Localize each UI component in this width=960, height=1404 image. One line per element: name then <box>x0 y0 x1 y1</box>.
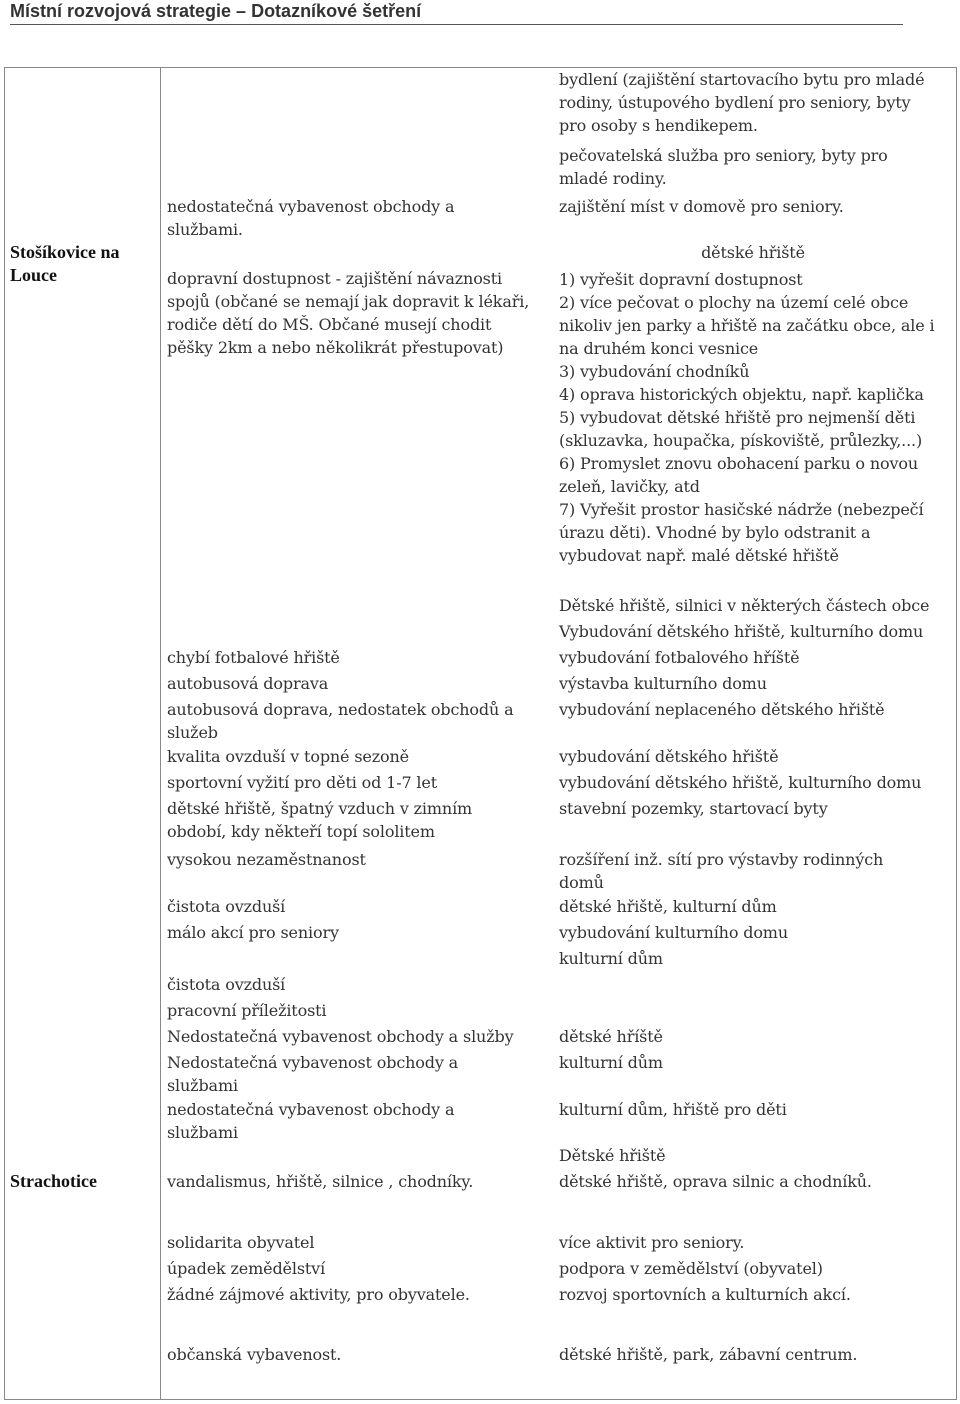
problem-text-line: vandalismus, hřiště, silnice , chodníky. <box>167 1172 474 1191</box>
place-name-line: Louce <box>10 265 57 285</box>
page-header-title: Místní rozvojová strategie – Dotazníkové šetření <box>10 0 903 25</box>
proposal-text-line: 2) více pečovat o plochy na území celé obce <box>559 293 909 312</box>
proposal-text-line: rozšíření inž. sítí pro výstavby rodinných <box>559 850 884 869</box>
problem-text-line: služeb <box>167 723 218 742</box>
problem-text-line: málo akcí pro seniory <box>167 923 339 942</box>
proposal-text-line: rozvoj sportovních a kulturních akcí. <box>559 1285 851 1304</box>
problem-text-line: Nedostatečná vybavenost obchody a <box>167 1053 459 1072</box>
proposal-text-line: podpora v zemědělství (obyvatel) <box>559 1259 823 1278</box>
proposal-text-line: stavební pozemky, startovací byty <box>559 799 828 818</box>
problem-text-line: autobusová doprava <box>167 674 329 693</box>
problem-text-line: dopravní dostupnost - zajištění návaznosti <box>167 269 502 288</box>
problem-text-line: období, kdy někteří topí sololitem <box>167 822 435 841</box>
proposal-text-line: (skluzavka, houpačka, pískoviště, průlezky,...) <box>559 431 923 450</box>
proposal-text-line: pečovatelská služba pro seniory, byty pro <box>559 146 888 165</box>
proposal-text-line: pro osoby s hendikepem. <box>559 116 758 135</box>
problem-text-line: rodiče dětí do MŠ. Občané musejí chodit <box>167 315 492 334</box>
proposal-text-line: 7) Vyřešit prostor hasičské nádrže (nebezpečí <box>559 500 924 519</box>
problem-text-line: pracovní příležitosti <box>167 1001 327 1020</box>
problem-text-line: solidarita obyvatel <box>167 1233 315 1252</box>
proposal-text-line: zajištění míst v domově pro seniory. <box>559 197 844 216</box>
proposal-text-line: domů <box>559 873 604 892</box>
problem-text-line: službami. <box>167 220 243 239</box>
proposal-text-line: vybudování kulturního domu <box>559 923 788 942</box>
proposal-text-line: rodiny, ústupového bydlení pro seniory, byty <box>559 93 911 112</box>
proposal-text-line: dětské hřiště <box>701 243 805 262</box>
proposal-text-line: 3) vybudování chodníků <box>559 362 750 381</box>
place-name-strachotice: Strachotice <box>10 1171 97 1191</box>
problem-text-line: Nedostatečná vybavenost obchody a služby <box>167 1027 514 1046</box>
proposal-text-line: kulturní dům, hřiště pro děti <box>559 1100 787 1119</box>
proposal-text-line: dětské hřiště, park, zábavní centrum. <box>559 1345 858 1364</box>
proposal-text-line: na druhém konci vesnice <box>559 339 759 358</box>
problem-text-line: nedostatečná vybavenost obchody a <box>167 1100 455 1119</box>
proposal-text-line: 6) Promyslet znovu obohacení parku o novou <box>559 454 919 473</box>
proposal-text-line: bydlení (zajištění startovacího bytu pro mladé <box>559 70 925 89</box>
problem-text-line: nedostatečná vybavenost obchody a <box>167 197 455 216</box>
proposal-text-line: mladé rodiny. <box>559 169 667 188</box>
proposal-text-line: nikoliv jen parky a hřiště na začátku obce, ale i <box>559 316 935 335</box>
proposal-text-line: kulturní dům <box>559 1053 663 1072</box>
proposal-text-line: zeleň, lavičky, atd <box>559 477 700 496</box>
proposal-text-line: dětské hříště <box>559 1027 663 1046</box>
problem-text-line: autobusová doprava, nedostatek obchodů a <box>167 700 514 719</box>
place-name-stosikovice <box>10 241 155 287</box>
proposal-text-line: vybudování dětského hřiště <box>559 747 779 766</box>
proposal-text-line: vybudování fotbalového hříště <box>559 648 800 667</box>
proposal-text-line: Vybudování dětského hřiště, kulturního domu <box>559 622 924 641</box>
proposal-text-line: vybudovat např. malé dětské hřiště <box>559 546 839 565</box>
proposal-text-line: 4) oprava historických objektu, např. kaplička <box>559 385 924 404</box>
place-name-line: Stošíkovice na <box>10 242 120 262</box>
problem-text-line: službami <box>167 1123 238 1142</box>
problem-text-line: chybí fotbalové hřiště <box>167 648 340 667</box>
proposal-text-line: kulturní dům <box>559 949 663 968</box>
proposal-text-line: 1) vyřešit dopravní dostupnost <box>559 270 803 289</box>
problem-text-line: čistota ovzduší <box>167 897 286 916</box>
problem-text-line: občanská vybavenost. <box>167 1345 342 1364</box>
problem-text-line: vysokou nezaměstnanost <box>167 850 366 869</box>
problem-text-line: úpadek zemědělství <box>167 1259 326 1278</box>
proposal-text-line: dětské hřiště, oprava silnic a chodníků. <box>559 1172 872 1191</box>
proposal-text-line: výstavba kulturního domu <box>559 674 767 693</box>
proposal-text-line: vybudování dětského hřiště, kulturního domu <box>559 773 922 792</box>
problem-text-line: službami <box>167 1076 238 1095</box>
proposal-text-line: dětské hřiště, kulturní dům <box>559 897 777 916</box>
problem-text-line: žádné zájmové aktivity, pro obyvatele. <box>167 1285 470 1304</box>
proposal-text-line: více aktivit pro seniory. <box>559 1233 745 1252</box>
proposal-text-line: Dětské hřiště <box>559 1146 666 1165</box>
proposal-text-line: 5) vybudovat dětské hřiště pro nejmenší děti <box>559 408 916 427</box>
problem-text-line: spojů (občané se nemají jak dopravit k lékaři, <box>167 292 530 311</box>
problem-text-line: čistota ovzduší <box>167 975 286 994</box>
proposal-text-line: vybudování neplaceného dětského hřiště <box>559 700 885 719</box>
problem-text-line: pěšky 2km a nebo několikrát přestupovat) <box>167 338 504 357</box>
proposal-text-line: Dětské hřiště, silnici v některých částech obce <box>559 596 930 615</box>
proposal-text-line: úrazu děti). Vhodné by bylo odstranit a <box>559 523 871 542</box>
problem-text-line: sportovní vyžití pro děti od 1-7 let <box>167 773 437 792</box>
problem-text-line: kvalita ovzduší v topné sezoně <box>167 747 409 766</box>
problem-text-line: dětské hřiště, špatný vzduch v zimním <box>167 799 473 818</box>
